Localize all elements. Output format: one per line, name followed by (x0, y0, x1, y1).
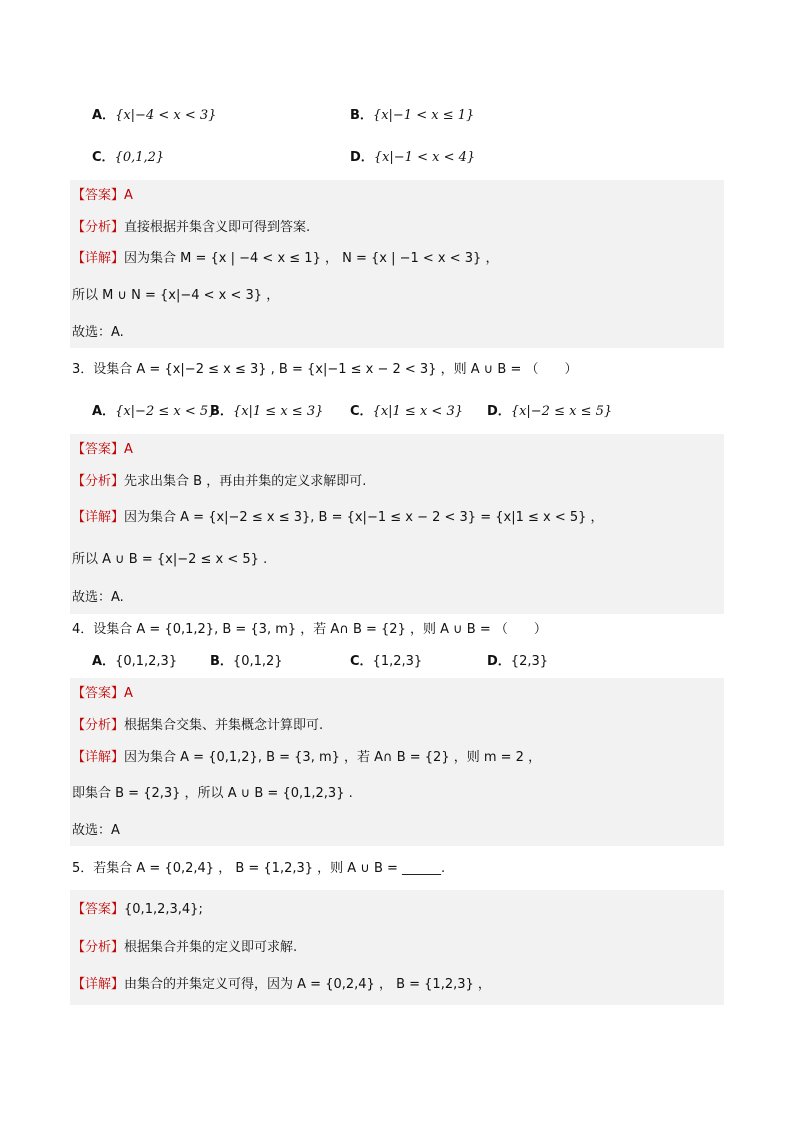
q5-answer (72, 900, 203, 920)
q3-option-d (487, 402, 612, 422)
q3-detail (72, 508, 604, 528)
q2-answer (72, 186, 133, 206)
option-letter: B． (210, 404, 233, 419)
q3-analysis (72, 472, 366, 492)
q4-analysis (72, 716, 323, 736)
analysis-text: 根据集合交集、并集概念计算即可. (124, 718, 324, 733)
option-text: {0,1,2} (232, 654, 283, 669)
analysis-label: 【分析】 (72, 718, 125, 733)
q2-option-d (350, 148, 475, 168)
analysis-text: 直接根据并集含义即可得到答案. (124, 220, 311, 235)
option-text: {x|−2 ≤ x < 5} (115, 404, 217, 419)
option-letter: A． (92, 404, 116, 419)
q2-analysis (72, 218, 310, 238)
detail-text: 因为集合 M = {x | −4 < x ≤ 1} ， N = {x | −1 < x < 3} ， (124, 251, 499, 266)
q4-stem: 4．设集合 A = {0,1,2}, B = {3, m} ，若 A∩ B = {2} ，则 A ∪ B = （ ） (72, 622, 547, 637)
option-text: {2,3} (510, 654, 549, 669)
analysis-text: 先求出集合 B ，再由并集的定义求解即可. (124, 474, 367, 489)
q2-option-a (92, 106, 216, 126)
q4-choice: 故选：A (72, 823, 120, 838)
q3-option-c (350, 402, 463, 422)
option-letter: A． (92, 654, 116, 669)
detail-text: 因为集合 A = {x|−2 ≤ x ≤ 3}, B = {x|−1 ≤ x − 2 < 3} = {x|1 ≤ x < 5} ， (124, 510, 604, 525)
option-letter: B． (210, 654, 233, 669)
option-letter: D． (487, 404, 511, 419)
q2-detail-line2: 所以 M ∪ N = {x|−4 < x < 3} ， (72, 288, 280, 303)
answer-value: A (124, 442, 133, 457)
option-letter: D． (350, 150, 374, 165)
q2-choice: 故选：A. (72, 325, 124, 340)
q5-stem: 5．若集合 A = {0,2,4} ， B = {1,2,3} ，则 A ∪ B = ______. (72, 861, 446, 876)
q4-option-b (210, 652, 283, 672)
option-text: {x|−1 < x < 4} (373, 150, 476, 165)
q3-option-b (210, 402, 323, 422)
detail-text: 由集合的并集定义可得，因为 A = {0,2,4} ， B = {1,2,3} ， (124, 977, 491, 992)
q2-option-c (92, 148, 164, 168)
detail-text: 因为集合 A = {0,1,2}, B = {3, m} ，若 A∩ B = {2} ，则 m = 2 ， (124, 750, 542, 765)
option-text: {1,2,3} (372, 654, 423, 669)
q4-detail-line2: 即集合 B = {2,3} ，所以 A ∪ B = {0,1,2,3} . (72, 786, 353, 801)
option-text: {0,1,2,3} (115, 654, 178, 669)
q3-answer (72, 440, 133, 460)
answer-value: A (124, 188, 133, 203)
detail-label: 【详解】 (72, 750, 125, 765)
q3-detail-line2: 所以 A ∪ B = {x|−2 ≤ x < 5} . (72, 552, 268, 567)
q4-detail (72, 748, 541, 768)
q5-analysis (72, 938, 297, 958)
detail-label: 【详解】 (72, 977, 125, 992)
q3-option-a (92, 402, 216, 422)
q3-stem: 3．设集合 A = {x|−2 ≤ x ≤ 3} , B = {x|−1 ≤ x − 2 < 3} ，则 A ∪ B = （ ） (72, 362, 578, 377)
answer-label: 【答案】 (72, 442, 125, 457)
detail-label: 【详解】 (72, 510, 125, 525)
answer-label: 【答案】 (72, 686, 125, 701)
option-letter: B． (350, 108, 373, 123)
q3-choice: 故选：A. (72, 590, 124, 605)
option-letter: A． (92, 108, 116, 123)
option-letter: C． (92, 150, 115, 165)
analysis-label: 【分析】 (72, 220, 125, 235)
answer-label: 【答案】 (72, 902, 125, 917)
answer-label: 【答案】 (72, 188, 125, 203)
detail-label: 【详解】 (72, 251, 125, 266)
q2-detail (72, 249, 498, 269)
analysis-text: 根据集合并集的定义即可求解. (124, 940, 298, 955)
answer-value: {0,1,2,3,4}; (124, 902, 203, 917)
option-letter: C． (350, 654, 373, 669)
q2-option-b (350, 106, 474, 126)
q4-option-c (350, 652, 422, 672)
option-text: {x|−2 ≤ x ≤ 5} (510, 404, 613, 419)
q5-detail (72, 975, 491, 995)
analysis-label: 【分析】 (72, 474, 125, 489)
option-text: {x|−4 < x < 3} (115, 108, 217, 123)
option-text: {x|1 ≤ x ≤ 3} (232, 404, 324, 419)
q4-answer (72, 684, 133, 704)
option-text: {x|−1 < x ≤ 1} (372, 108, 475, 123)
option-text: {0,1,2} (114, 150, 165, 165)
analysis-label: 【分析】 (72, 940, 125, 955)
option-letter: D． (487, 654, 511, 669)
answer-value: A (124, 686, 133, 701)
option-text: {x|1 ≤ x < 3} (372, 404, 463, 419)
q4-option-d (487, 652, 548, 672)
q4-option-a (92, 652, 177, 672)
option-letter: C． (350, 404, 373, 419)
